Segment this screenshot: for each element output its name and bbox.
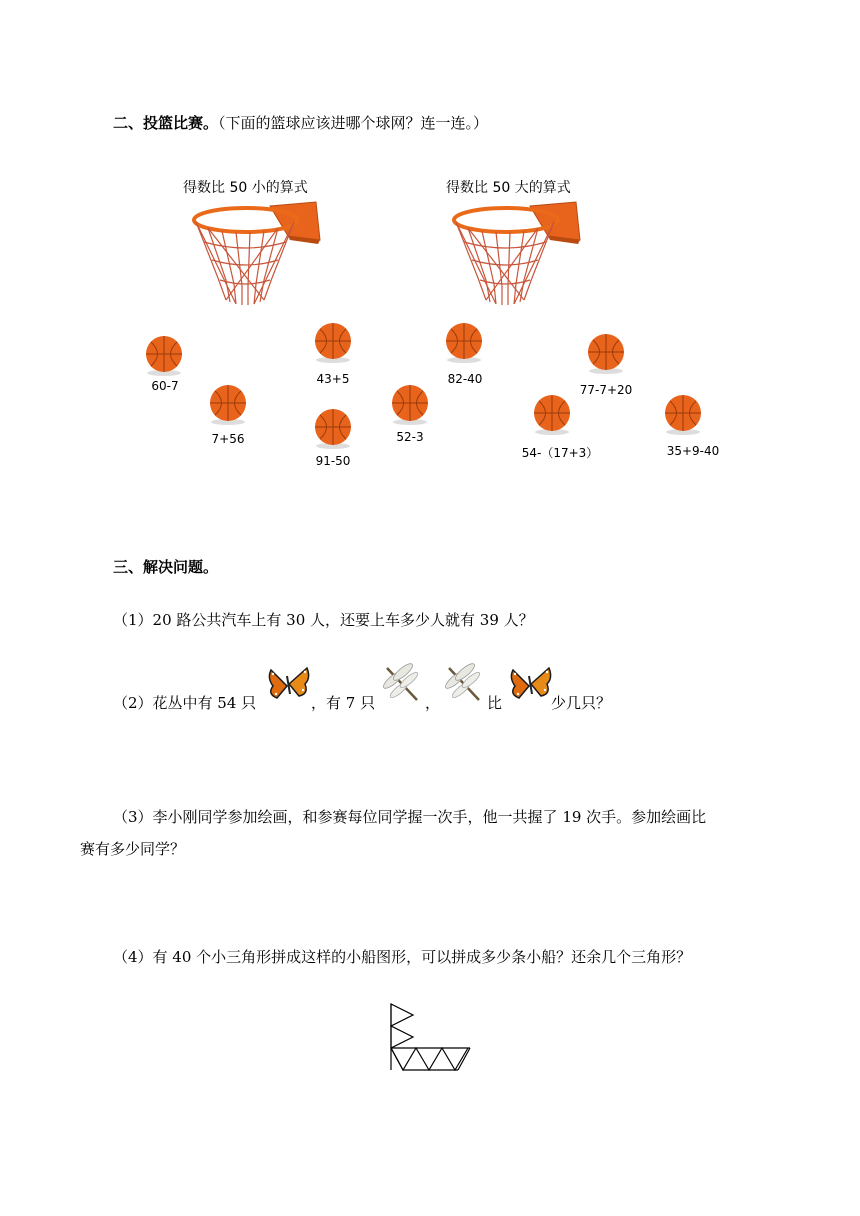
- question-2-part3: ，: [425, 694, 441, 712]
- ball-82-40[interactable]: [437, 322, 493, 386]
- basketball-icon: [312, 408, 354, 450]
- hoop-left-label: 得数比 50 小的算式: [183, 180, 308, 196]
- butterfly-icon: [265, 664, 311, 704]
- ball-expression: 91-50: [315, 454, 351, 465]
- question-4: （4）有 40 个小三角形拼成这样的小船图形，可以拼成多少条小船？还余几个三角形？: [113, 948, 692, 966]
- dragonfly-icon: [379, 662, 423, 706]
- basketball-icon: [443, 322, 485, 364]
- ball-expression: 52-3: [396, 430, 424, 444]
- basketball-hoop-icon: [438, 200, 598, 310]
- question-2: [113, 660, 753, 720]
- dragonfly-icon: [441, 662, 485, 706]
- ball-77-7+20[interactable]: [573, 333, 639, 397]
- basketball-icon: [389, 384, 431, 426]
- ball-91-50[interactable]: [308, 408, 358, 465]
- ball-43+5[interactable]: [308, 322, 358, 386]
- ball-expression: 7+56: [211, 432, 245, 446]
- section3-title: 三、解决问题。: [113, 558, 219, 576]
- ball-35+9-40[interactable]: [658, 394, 728, 458]
- ball-expression: 35+9-40: [666, 444, 720, 458]
- ball-expression: 77-7+20: [579, 383, 633, 397]
- section2-heading: [113, 112, 488, 133]
- ball-54-(17+3)[interactable]: [515, 394, 605, 461]
- ball-52-3[interactable]: [385, 384, 435, 444]
- hoop-right-label: 得数比 50 大的算式: [446, 180, 571, 196]
- basketball-icon: [585, 333, 627, 375]
- question-3-line1: （3）李小刚同学参加绘画，和参赛每位同学握一次手，他一共握了 19 次手。参加绘画比: [113, 808, 707, 826]
- ball-expression: 54-（17+3）: [521, 446, 599, 460]
- question-2-part4: 比: [487, 694, 503, 712]
- basketball-icon: [531, 394, 573, 436]
- question-3-line2: 赛有多少同学？: [80, 840, 186, 858]
- ball-7+56[interactable]: [203, 384, 253, 446]
- ball-expression: 60-7: [151, 379, 179, 393]
- basketball-icon: [662, 394, 704, 436]
- butterfly-icon: [507, 664, 553, 704]
- ball-expression: 43+5: [316, 372, 350, 386]
- ball-60-7[interactable]: [140, 335, 190, 393]
- question-2-part1: （2）花丛中有 54 只: [113, 694, 257, 712]
- question-2-part5: 少几只？: [551, 694, 612, 712]
- basketball-hoop-icon: [178, 200, 338, 310]
- hoop-left[interactable]: [178, 172, 338, 312]
- basketball-icon: [312, 322, 354, 364]
- basketball-icon: [207, 384, 249, 426]
- hoop-right[interactable]: [438, 172, 598, 312]
- question-2-part2: ，有 7 只: [311, 694, 376, 712]
- question-1: （1）20 路公共汽车上有 30 人，还要上车多少人就有 39 人？: [113, 611, 534, 629]
- basketball-icon: [143, 335, 185, 377]
- triangle-boat-figure: [388, 1002, 474, 1074]
- ball-expression: 82-40: [447, 372, 483, 386]
- section2-title: 二、投篮比赛。: [113, 114, 219, 132]
- section2-note: （下面的篮球应该进哪个球网？连一连。）: [218, 114, 489, 132]
